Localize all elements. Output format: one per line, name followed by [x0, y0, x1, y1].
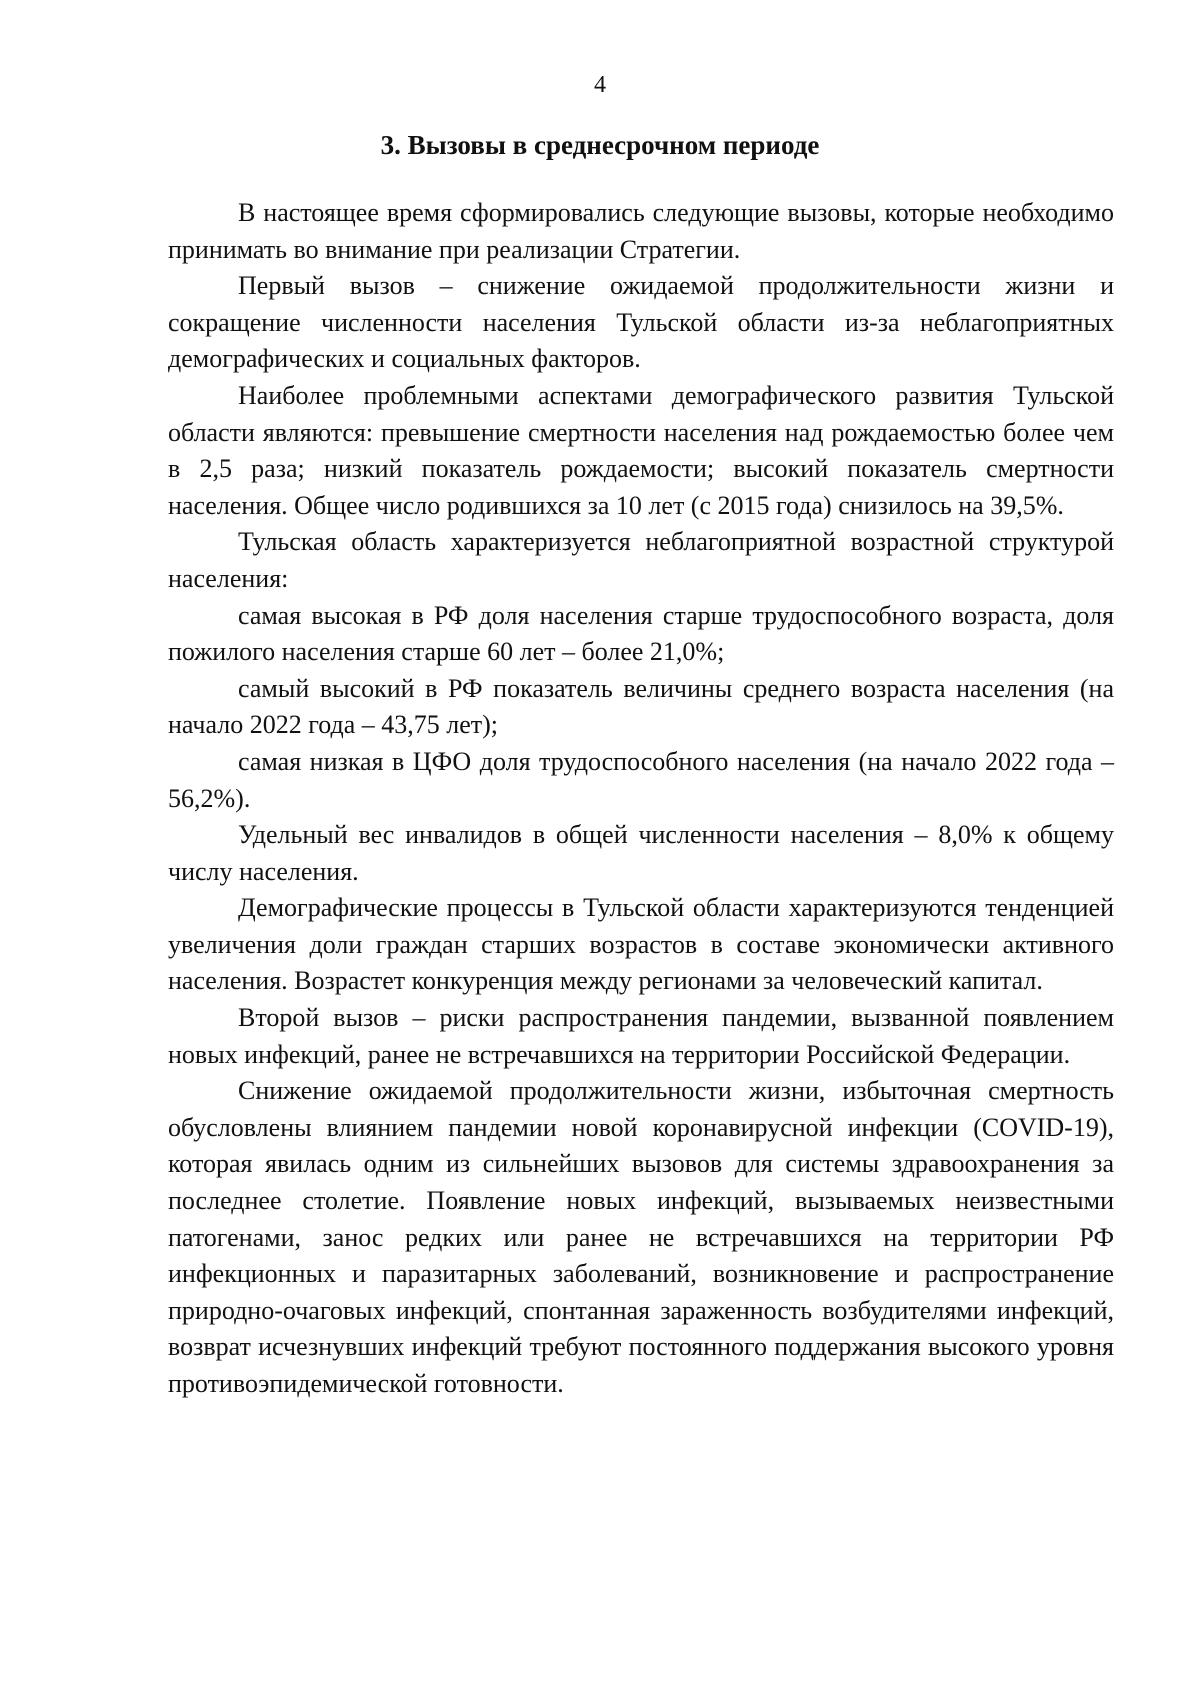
page-number: 4 [594, 72, 606, 98]
paragraph-demographic-problems: Наиболее проблемными аспектами демографического развития Тульской области являются: превышение смертности населения над рождаемостью более чем в 2,5 раза; низкий показатель рождаемости; высокий показатель смертности населения. Общее число родившихся за 10 лет (с 2015 года) снизилось на 39,5%. [168, 380, 1114, 520]
paragraph-first-challenge: Первый вызов – снижение ожидаемой продолжительности жизни и сокращение численности населения Тульской области из-за неблагоприятных демографических и социальных факторов. [168, 271, 1114, 374]
paragraph-disabled-share: Удельный вес инвалидов в общей численности населения – 8,0% к общему числу населения. [168, 820, 1114, 886]
document-body [168, 195, 1114, 1403]
list-item-elderly-share: самая высокая в РФ доля населения старше трудоспособного возраста, доля пожилого населения старше 60 лет – более 21,0%; [168, 600, 1114, 667]
paragraph-age-structure: Тульская область характеризуется неблагоприятной возрастной структурой населения: [168, 527, 1114, 593]
list-item-average-age: самый высокий в РФ показатель величины среднего возраста населения (на начало 2022 года – 43,75 лет); [168, 673, 1114, 740]
list-item-working-age-share: самая низкая в ЦФО доля трудоспособного населения (на начало 2022 года – 56,2%). [168, 746, 1114, 813]
paragraph-second-challenge: Второй вызов – риски распространения пандемии, вызванной появлением новых инфекций, ранее не встречавшихся на территории Российской Федерации. [168, 1003, 1114, 1069]
paragraph-intro: В настоящее время сформировались следующие вызовы, которые необходимо принимать во внимание при реализации Стратегии. [168, 198, 1114, 264]
paragraph-demographic-processes: Демографические процессы в Тульской области характеризуются тенденцией увеличения доли граждан старших возрастов в составе экономически активного населения. Возрастет конкуренция между регионами за человеческий капитал. [168, 893, 1114, 996]
section-title: 3. Вызовы в среднесрочном периоде [380, 130, 820, 160]
paragraph-pandemic-impact: Снижение ожидаемой продолжительности жизни, избыточная смертность обусловлены влиянием пандемии новой коронавирусной инфекции (COVID-19), которая явилась одним из сильнейших вызовов для системы здравоохранения за последнее столетие. Появление новых инфекций, вызываемых неизвестными патогенами, занос редких или ранее не встречавшихся на территории РФ инфекционных и паразитарных заболеваний, возникновение и распространение природно-очаговых инфекций, спонтанная зараженность возбудителями инфекций, возврат исчезнувших инфекций требуют постоянного поддержания высокого уровня противоэпидемической готовности. [168, 1076, 1114, 1398]
